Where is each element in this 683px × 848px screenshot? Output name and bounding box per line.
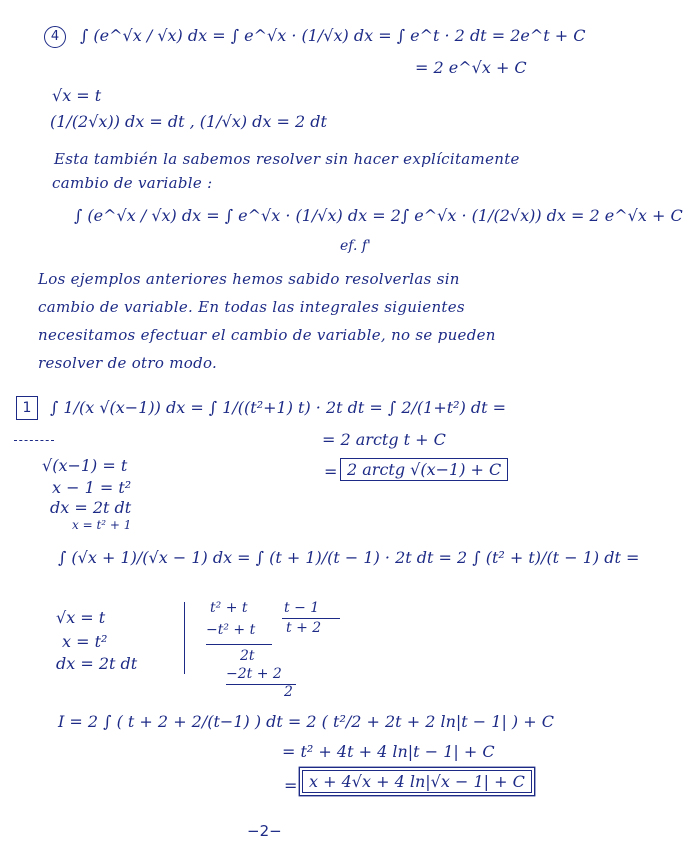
problem1-answer-1-equals: = — [324, 462, 338, 481]
division-subtract-1: −t² + t — [206, 622, 256, 638]
division-dividend: t² + t — [210, 600, 248, 616]
division-remainder-1: 2t — [240, 648, 255, 664]
division-divisor: t − 1 — [284, 600, 320, 616]
problem1-substitution-3: dx = 2t dt — [50, 498, 132, 517]
problem4-equation-1: ∫ (e^√x / √x) dx = ∫ e^√x · (1/√x) dx = ∫ e^t · 2 dt = 2e^t + C — [80, 26, 586, 45]
paragraph-line-3: necesitamos efectuar el cambio de variable, no se pueden — [38, 326, 496, 344]
paragraph-line-4: resolver de otro modo. — [38, 354, 218, 372]
problem1-equation-3: I = 2 ∫ ( t + 2 + 2/(t−1) ) dt = 2 ( t²/2 + 2t + 2 ln|t − 1| ) + C — [58, 712, 554, 731]
division-separator — [184, 602, 185, 674]
division-subtract-2: −2t + 2 — [226, 666, 282, 682]
problem1-substitution-2b: x = t² — [62, 632, 108, 651]
problem1-substitution-4: x = t² + 1 — [72, 518, 132, 532]
problem1-substitution-1: √(x−1) = t — [42, 456, 128, 475]
problem1-equation-3-step: = t² + 4t + 4 ln|t − 1| + C — [282, 742, 495, 761]
problem1-equation-1: ∫ 1/(x √(x−1)) dx = ∫ 1/((t²+1) t) · 2t dt = ∫ 2/(1+t²) dt = — [50, 398, 507, 417]
problem4-equation-2: ∫ (e^√x / √x) dx = ∫ e^√x · (1/√x) dx = 2∫ e^√x · (1/(2√x)) dx = 2 e^√x + C — [74, 206, 683, 225]
problem4-equation-1-result: = 2 e^√x + C — [415, 58, 527, 77]
problem1-answer-2-equals: = — [284, 776, 298, 795]
problem1-answer-1: 2 arctg √(x−1) + C — [340, 458, 508, 481]
problem1-substitution-2a: √x = t — [56, 608, 106, 627]
problem1-answer-2: x + 4√x + 4 ln|√x − 1| + C — [302, 770, 532, 793]
division-bar-1 — [206, 644, 272, 645]
problem1-equation-1-step: = 2 arctg t + C — [322, 430, 446, 449]
page-number: −2− — [247, 822, 282, 840]
division-divisor-bar — [282, 618, 340, 619]
problem4-substitution-2: (1/(2√x)) dx = dt , (1/√x) dx = 2 dt — [50, 112, 327, 131]
dashed-underline — [14, 440, 54, 441]
problem4-note-line-1: Esta también la sabemos resolver sin hacer explícitamente — [54, 150, 520, 168]
division-remainder-2: 2 — [284, 684, 293, 700]
paragraph-line-1: Los ejemplos anteriores hemos sabido resolverlas sin — [38, 270, 460, 288]
problem1-substitution-2c: dx = 2t dt — [56, 654, 138, 673]
paragraph-line-2: cambio de variable. En todas las integrales siguientes — [38, 298, 465, 316]
problem4-equation-2-note: ef. f' — [340, 238, 371, 254]
problem-number-1: 1 — [16, 396, 38, 420]
problem1-equation-2: ∫ (√x + 1)/(√x − 1) dx = ∫ (t + 1)/(t − 1) · 2t dt = 2 ∫ (t² + t)/(t − 1) dt = — [58, 548, 640, 567]
problem-number-4: 4 — [44, 26, 66, 48]
problem1-substitution-2: x − 1 = t² — [52, 478, 132, 497]
problem4-substitution-1: √x = t — [52, 86, 102, 105]
problem4-note-line-2: cambio de variable : — [52, 174, 213, 192]
division-quotient: t + 2 — [286, 620, 322, 636]
